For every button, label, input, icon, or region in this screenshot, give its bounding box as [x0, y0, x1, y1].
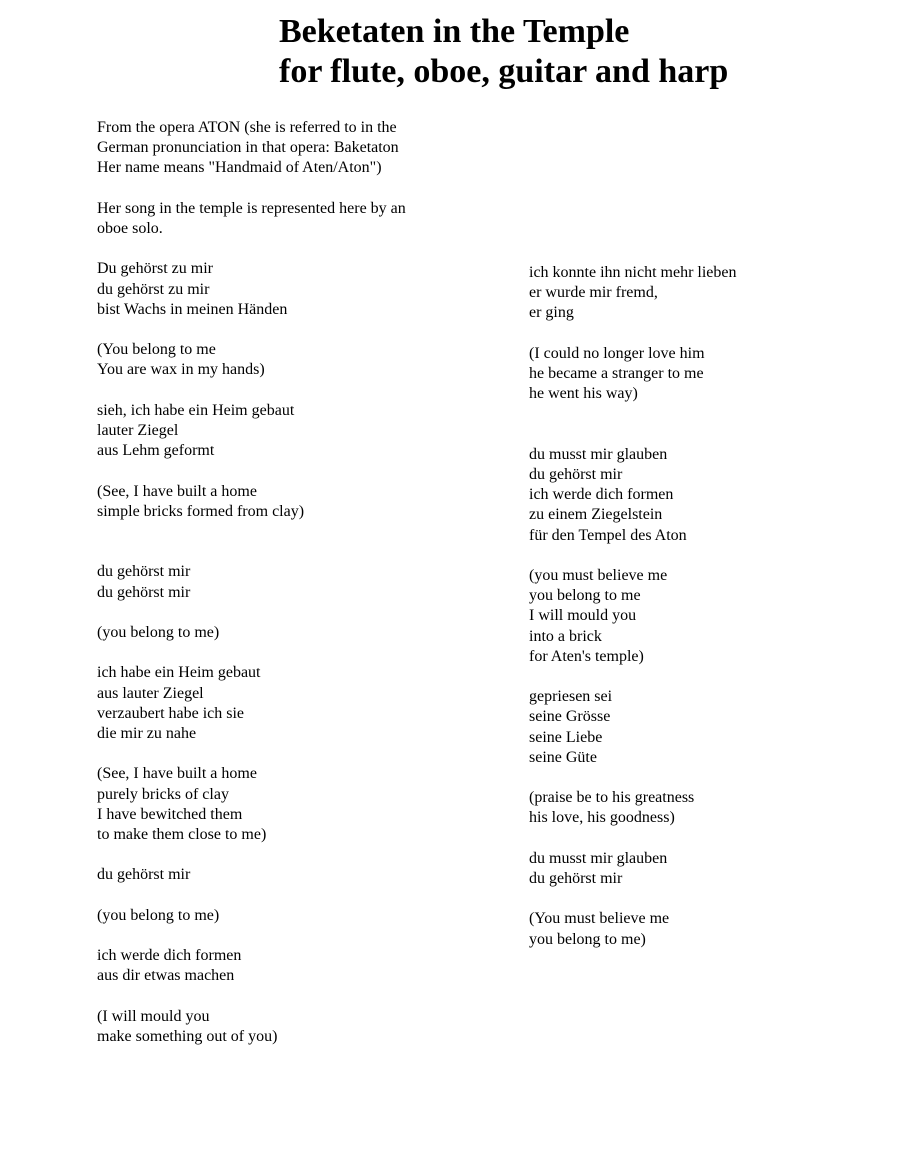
text-line: er wurde mir fremd, [529, 284, 658, 302]
text-line: make something out of you) [97, 1027, 278, 1045]
text-line: into a brick [529, 627, 602, 645]
text-line: du gehörst zu mir [97, 280, 210, 298]
text-line: you belong to me [529, 587, 641, 605]
text-line: aus dir etwas machen [97, 967, 235, 985]
title-line-2: for flute, oboe, guitar and harp [279, 53, 729, 90]
stanza [97, 906, 406, 926]
text-line: his love, his goodness) [529, 809, 675, 827]
text-line: aus lauter Ziegel [97, 684, 204, 702]
stanza [97, 118, 406, 179]
text-line: Du gehörst zu mir [97, 260, 213, 278]
text-line: Her song in the temple is represented here by an [97, 199, 406, 217]
text-line: du gehörst mir [97, 866, 191, 884]
text-line: du gehörst mir [97, 583, 191, 601]
text-line: (See, I have built a home [97, 482, 257, 500]
text-line: (you belong to me) [97, 623, 220, 641]
text-line: gepriesen sei [529, 688, 613, 706]
text-line: verzaubert habe ich sie [97, 704, 245, 722]
stanza [529, 445, 737, 546]
text-line: Her name means "Handmaid of Aten/Aton") [97, 159, 382, 177]
text-line: seine Grösse [529, 708, 611, 726]
text-line: (See, I have built a home [97, 765, 257, 783]
stanza [97, 946, 406, 986]
text-line: die mir zu nahe [97, 724, 197, 742]
text-line: aus Lehm geformt [97, 442, 215, 460]
text-line: (You must believe me [529, 910, 670, 928]
text-line: (I could no longer love him [529, 344, 705, 362]
title-line-1: Beketaten in the Temple [279, 13, 630, 50]
text-line: I will mould you [529, 607, 637, 625]
text-line: du musst mir glauben [529, 445, 668, 463]
text-line: du gehörst mir [97, 563, 191, 581]
stanza [97, 482, 406, 522]
stanza [97, 865, 406, 885]
text-line: ich werde dich formen [529, 486, 674, 504]
stanza [97, 623, 406, 643]
text-line: er ging [529, 304, 574, 322]
text-line: du musst mir glauben [529, 849, 668, 867]
text-line: oboe solo. [97, 220, 163, 237]
text-line: purely bricks of clay [97, 785, 229, 803]
text-line: ich konnte ihn nicht mehr lieben [529, 264, 737, 281]
text-line: simple bricks formed from clay) [97, 502, 305, 520]
text-line: seine Liebe [529, 728, 603, 746]
stanza [97, 199, 406, 239]
text-line: (you belong to me) [97, 906, 220, 924]
stanza [97, 401, 406, 462]
text-line: lauter Ziegel [97, 421, 179, 439]
stanza [97, 562, 406, 602]
stanza [529, 263, 737, 324]
text-line: zu einem Ziegelstein [529, 506, 663, 524]
stanza [529, 788, 737, 828]
page-title [279, 12, 728, 92]
stanza [529, 344, 737, 405]
text-line: You are wax in my hands) [97, 361, 265, 379]
stanza [529, 849, 737, 889]
text-line: (You belong to me [97, 341, 216, 359]
text-line: sieh, ich habe ein Heim gebaut [97, 401, 295, 419]
stanza [97, 764, 406, 845]
stanza [529, 909, 737, 949]
stanza [97, 663, 406, 744]
text-line: From the opera ATON (she is referred to in the [97, 119, 397, 136]
text-line: he went his way) [529, 385, 638, 403]
text-line: bist Wachs in meinen Händen [97, 300, 288, 318]
text-line: ich habe ein Heim gebaut [97, 664, 261, 682]
text-line: (I will mould you [97, 1007, 210, 1025]
stanza [97, 1007, 406, 1047]
stanza [529, 566, 737, 667]
text-line: (praise be to his greatness [529, 789, 695, 807]
text-line: seine Güte [529, 748, 597, 766]
text-line: du gehörst mir [529, 870, 623, 887]
text-line: für den Tempel des Aton [529, 526, 687, 544]
text-line: I have bewitched them [97, 805, 243, 823]
right-text-column [529, 263, 737, 970]
text-line: German pronunciation in that opera: Baketaton [97, 139, 399, 157]
text-line: he became a stranger to me [529, 365, 704, 382]
text-line: for Aten's temple) [529, 647, 644, 665]
left-text-column [97, 118, 406, 1067]
text-line: du gehörst mir [529, 466, 623, 483]
text-line: to make them close to me) [97, 825, 267, 843]
text-line: ich werde dich formen [97, 947, 242, 965]
stanza [97, 259, 406, 320]
text-line: (you must believe me [529, 567, 668, 584]
text-line: you belong to me) [529, 930, 646, 948]
stanza [529, 687, 737, 768]
stanza [97, 340, 406, 380]
